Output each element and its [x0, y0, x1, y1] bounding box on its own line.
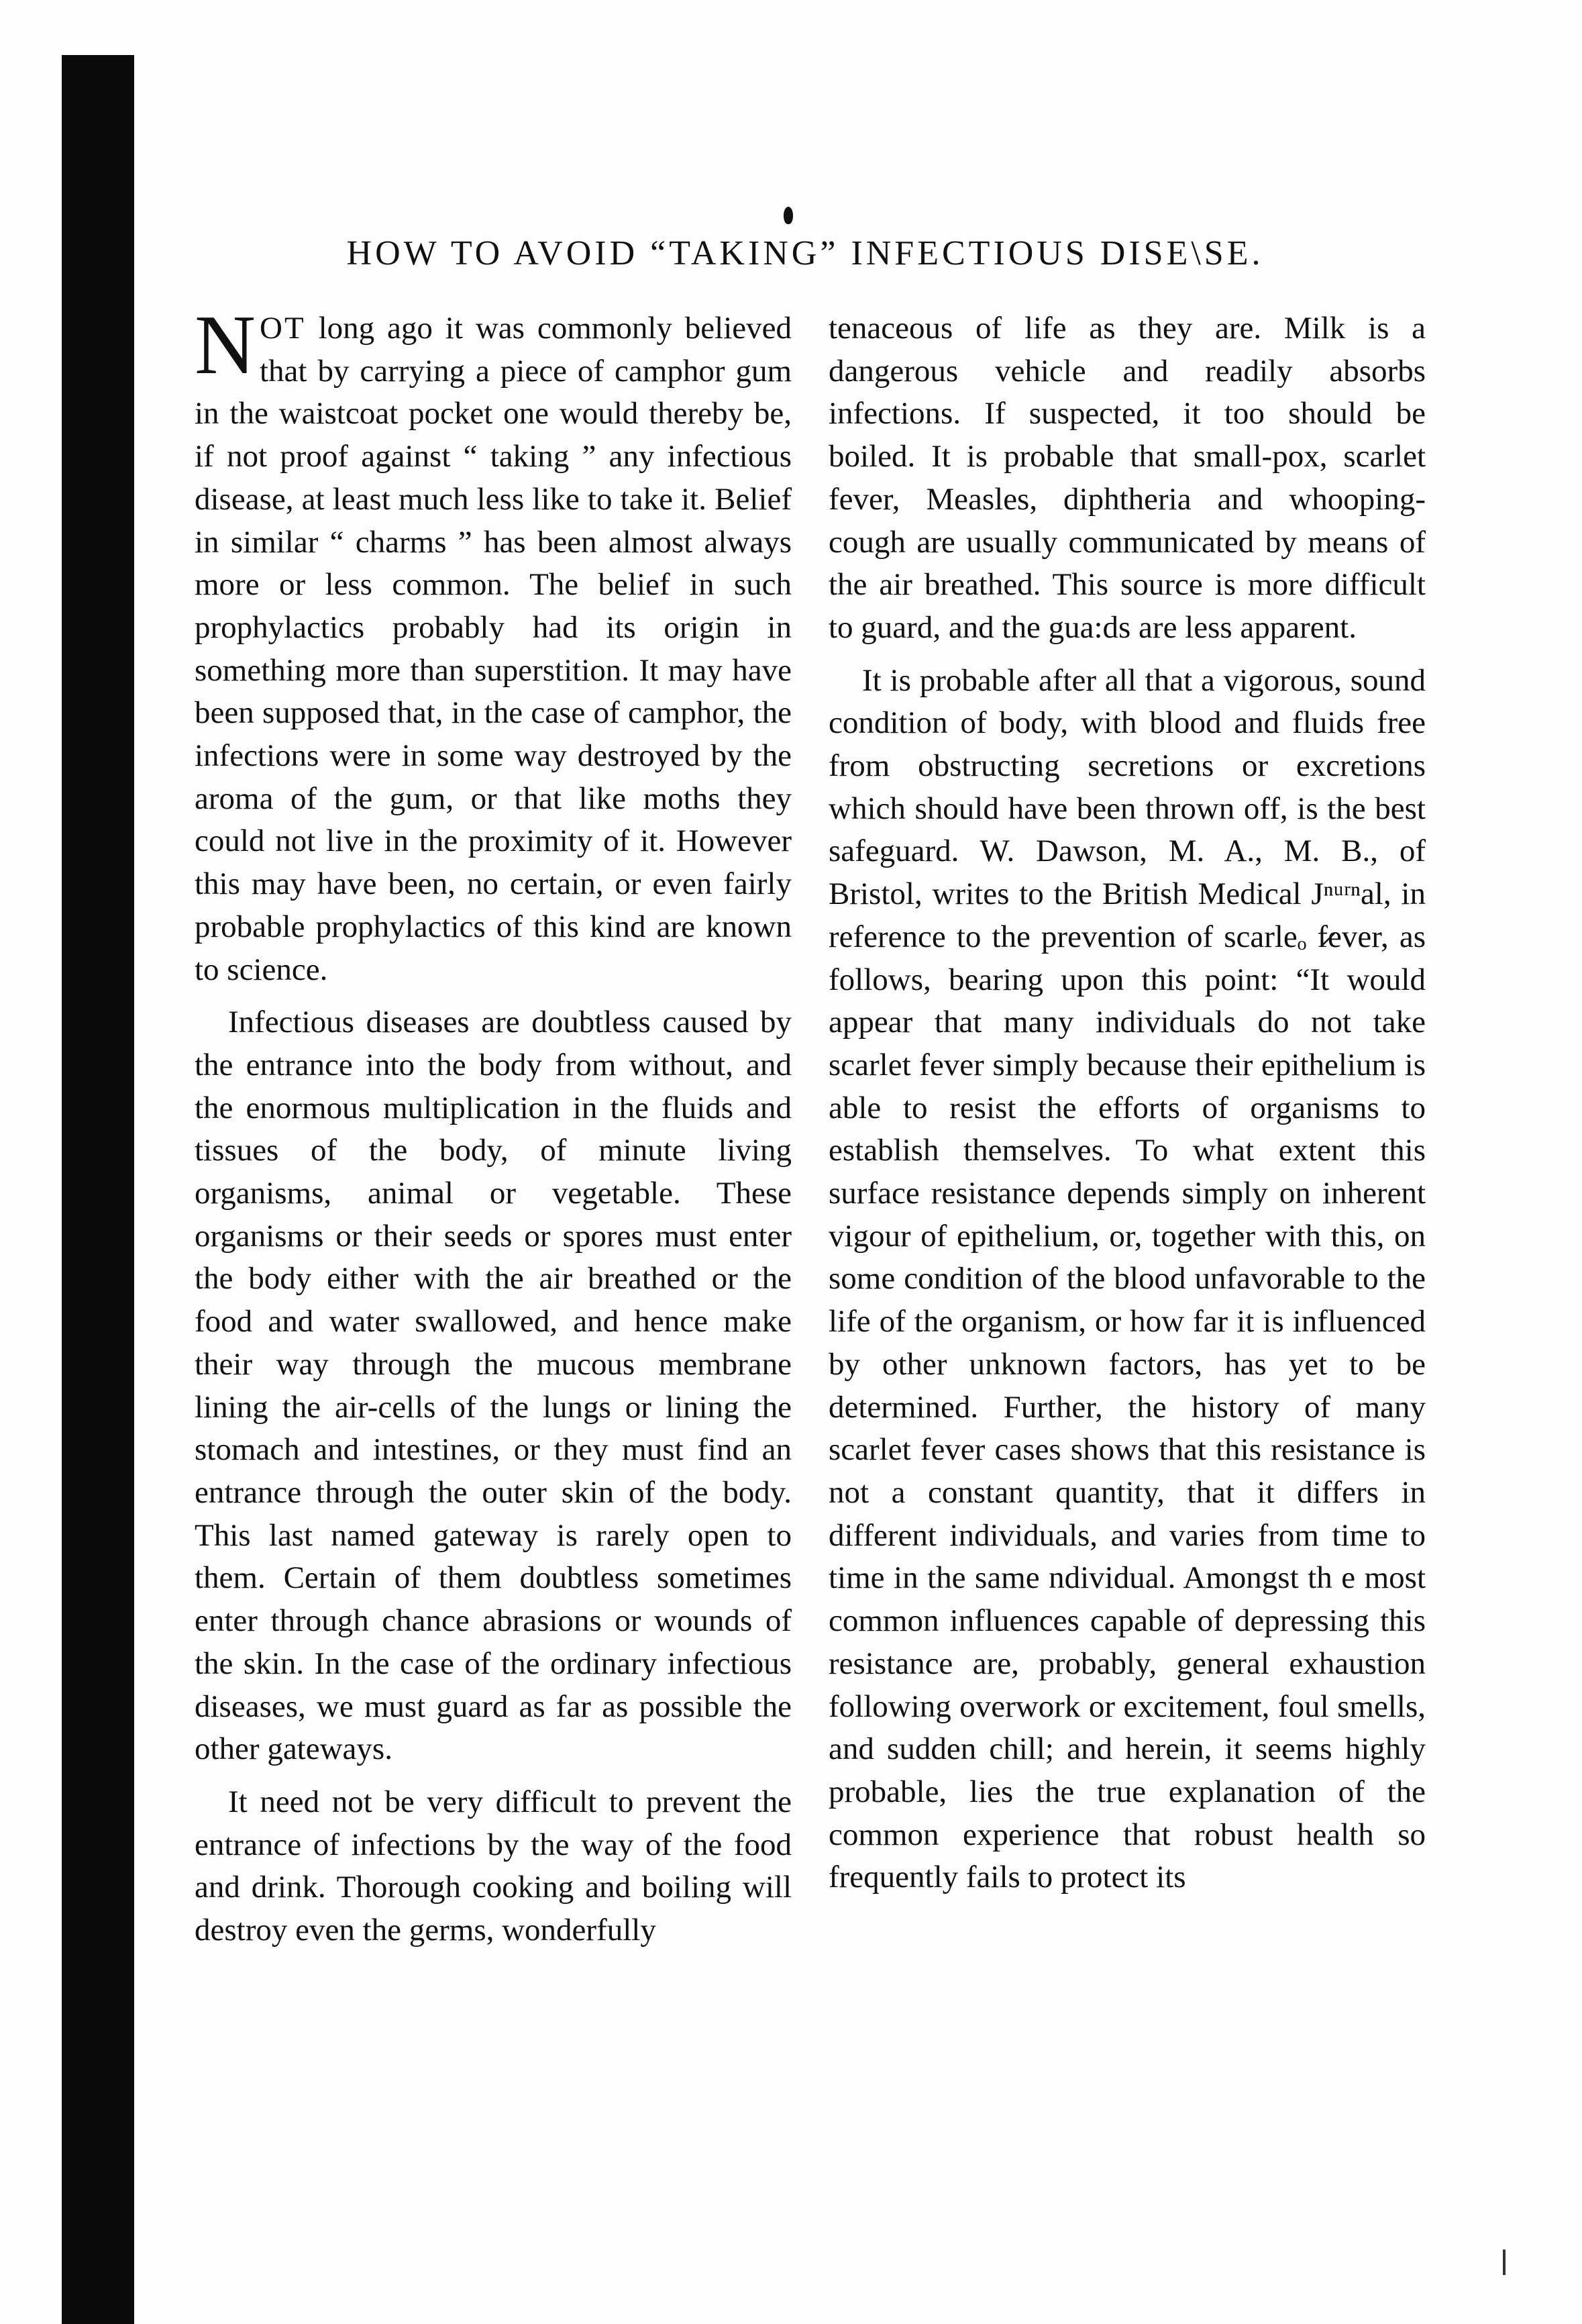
- continued-paragraph: tenaceous of life as they are. Milk is a dangerous vehicle and readily absorbs infections. If suspected, it too should be boiled. It is probable that small-pox, scarlet fever, Measles, diphtheria and whooping-cough are usually communicated by means of the air breathed. This source is more difficult to guard, and the gua:ds are less apparent.: [829, 311, 1426, 645]
- lead-small-caps: OT: [260, 311, 306, 346]
- lead-paragraph: [195, 299, 792, 991]
- title-ornament-mark: [784, 207, 793, 224]
- body-paragraph: Infectious diseases are doubtless caused by the entrance into the body from without, and the enormous multiplication in the fluids and tissues of the body, of minute living organisms, animal or vegetable. These organisms or their seeds or spores must enter the body either with the air breathed or the food and water swallowed, and hence make their way through the mucous membrane lining the air-cells of the lungs or lining the stomach and intestines, or they must find an entrance through the outer skin of the body. This last named gateway is rarely open to them. Certain of them doubtless sometimes enter through chance abrasions or wounds of the skin. In the case of the ordinary infectious diseases, we must guard as far as possible the other gateways.: [195, 1005, 792, 1767]
- lead-text: long ago it was commonly believed that by carrying a piece of camphor gum in the waistcoat pocket one would thereby be, if not proof against “ taking ” any infectious disease, at least much less like to take it. Belief in similar “ charms ” has been almost always more or less common. The belief in such prophylactics probably had its origin in something more than superstition. It may have been supposed that, in the case of camphor, the infections were in some way destroyed by the aroma of the gum, or that like moths they could not live in the proximity of it. However this may have been, no certain, or even fairly probable prophylactics of this kind are known to science.: [195, 311, 792, 987]
- body-paragraph: It need not be very difficult to prevent the entrance of infections by the way of the food and drink. Thorough cooking and boiling will destroy even the germs, wonderfully: [195, 1784, 792, 1948]
- left-column: [195, 299, 792, 1952]
- scan-speck: [1503, 2250, 1506, 2275]
- drop-cap: N: [195, 299, 256, 392]
- right-column: [829, 307, 1426, 1899]
- article-title: HOW TO AVOID “TAKING” INFECTIOUS DISE\SE.: [346, 234, 1264, 272]
- body-paragraph: It is probable after all that a vigorous, sound condition of body, with blood and fluids free from obstructing secretions or excretions which should have been thrown off, is the best safeguard. W. Dawson, M. A., M. B., of Bristol, writes to the British Medical Jⁿᵘʳⁿal, in reference to the prevention of scarleₒ f̷ever, as follows, bearing upon this point: “It would appear that many individuals do not take scarlet fever simply because their epithelium is able to resist the efforts of organisms to establish themselves. To what extent this surface resistance depends simply on inherent vigour of epithelium, or, together with this, on some condition of the blood unfavorable to the life of the organism, or how far it is influenced by other unknown factors, has yet to be determined. Further, the history of many scarlet fever cases shows that this resistance is not a constant quantity, that it differs in different individuals, and varies from time to time in the same ndividual. Amongst th e most common influences capable of depressing this resistance are, probably, general exhaustion following overwork or excitement, foul smells, and sudden chill; and herein, it seems highly probable, lies the true explanation of the common experience that robust health so frequently fails to protect its: [829, 662, 1426, 1895]
- binding-margin-bar: [62, 55, 134, 2324]
